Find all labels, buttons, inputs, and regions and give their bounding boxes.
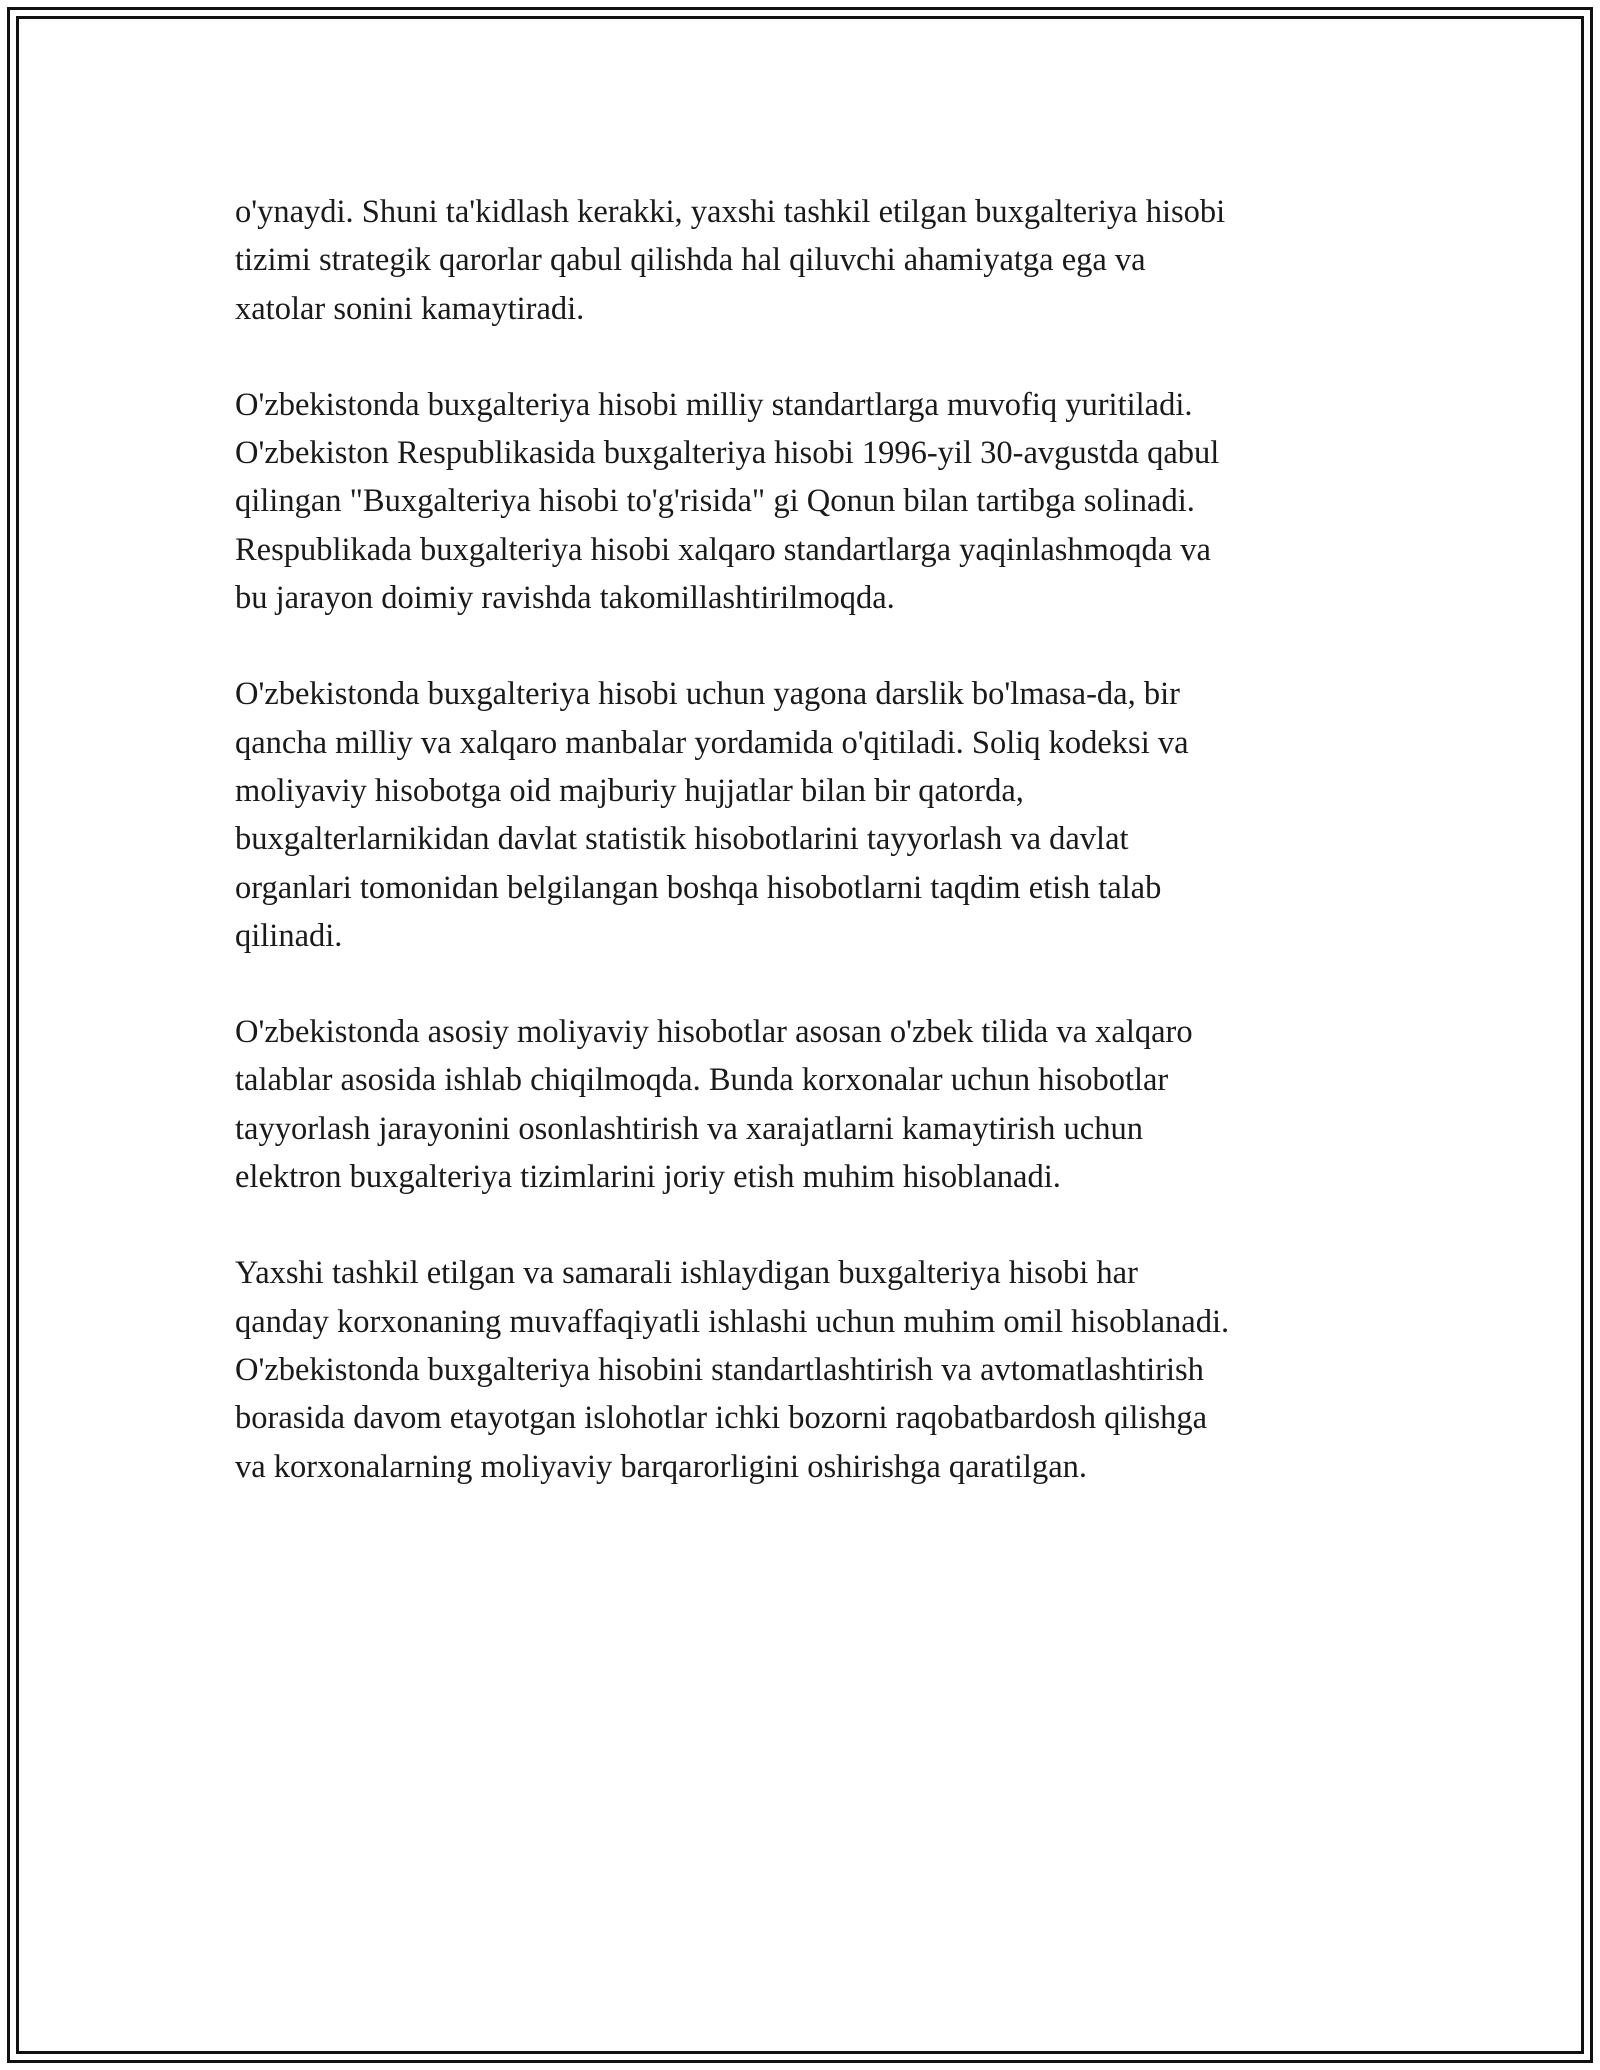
paragraph-2: O'zbekistonda buxgalteriya hisobi milliy standartlarga muvofiq yuritiladi. O'zbekiston Respublikasida buxgalteriya hisobi 1996-yil 30-avgustda qabul qilingan "Buxgalteriya hisobi to'g'risida" gi Qonun bilan tartibga solinadi. Respublikada buxgalteriya hisobi xalqaro standartlarga yaqinlashmoqda va bu jarayon doimiy ravishda takomillashtirilmoqda. (235, 386, 1220, 617)
paragraph-3: O'zbekistonda buxgalteriya hisobi uchun yagona darslik bo'lmasa-da, bir qancha milliy va xalqaro manbalar yordamida o'qitiladi. Soliq kodeksi va moliyaviy hisobotga oid majburiy hujjatlar bilan bir qatorda, buxgalterlarnikidan davlat statistik hisobotlarini tayyorlash va davlat organlari tomonidan belgilangan boshqa hisobotlarni taqdim etish talab qilinadi. (235, 676, 1189, 954)
paragraph-1: o'ynaydi. Shuni ta'kidlash kerakki, yaxshi tashkil etilgan buxgalteriya hisobi tizimi strategik qarorlar qabul qilishda hal qiluvchi ahamiyatga ega va xatolar sonini kamaytiradi. (235, 194, 1226, 327)
document-body (235, 188, 1370, 1539)
paragraph-5: Yaxshi tashkil etilgan va samarali ishlaydigan buxgalteriya hisobi har qanday korxonaning muvaffaqiyatli ishlashi uchun muhim omil hisoblanadi. O'zbekistonda buxgalteriya hisobini standartlashtirish va avtomatlashtirish borasida davom etayotgan islohotlar ichki bozorni raqobatbardosh qilishga va korxonalarning moliyaviy barqarorligini oshirishga qaratilgan. (235, 1255, 1230, 1485)
paragraph-4: O'zbekistonda asosiy moliyaviy hisobotlar asosan o'zbek tilida va xalqaro talablar asosida ishlab chiqilmoqda. Bunda korxonalar uchun hisobotlar tayyorlash jarayonini osonlashtirish va xarajatlarni kamaytirish uchun elektron buxgalteriya tizimlarini joriy etish muhim hisoblanadi. (235, 1014, 1193, 1196)
